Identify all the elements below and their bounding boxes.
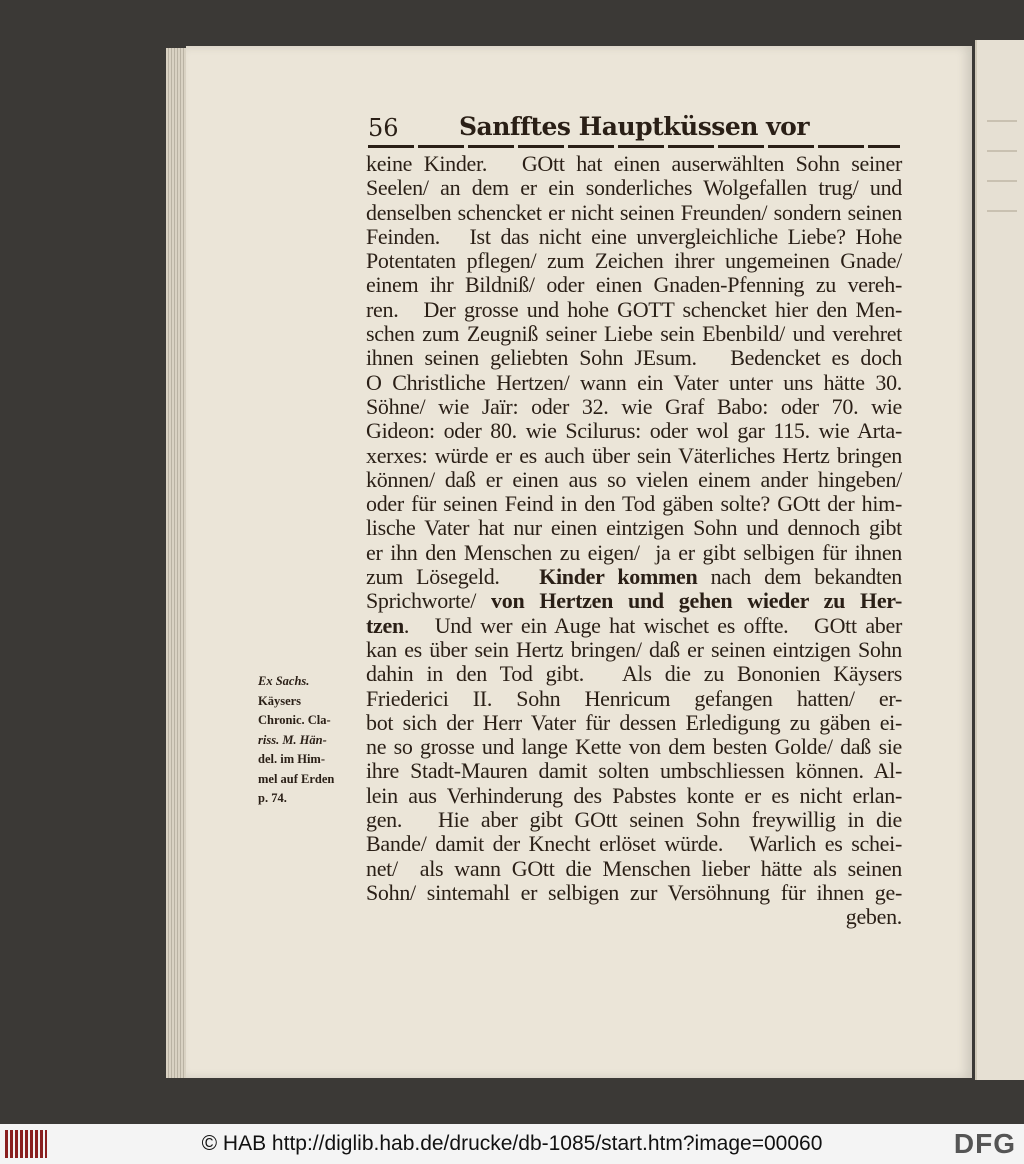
text-line <box>366 687 902 711</box>
text-line <box>366 881 902 905</box>
text-line <box>366 176 902 200</box>
text-segment: lein aus Verhinderung des Pabstes konte er es nicht erlan- <box>366 782 902 808</box>
text-segment: Seelen/ an dem er ein sonderliches Wolgefallen trug/ und <box>366 175 902 201</box>
text-line <box>366 371 902 395</box>
text-line <box>366 201 902 225</box>
page-edges <box>166 48 188 1078</box>
text-line <box>366 152 902 176</box>
margin-note-line: riss. M. Hän- <box>258 732 327 747</box>
text-segment: lische Vater hat nur einen eintzigen Sohn und dennoch gibt <box>366 515 902 541</box>
text-segment: ren. Der grosse und hohe GOTT schencket hier den Men- <box>366 296 902 322</box>
text-line <box>366 638 902 662</box>
text-line <box>366 298 902 322</box>
text-line <box>366 492 902 516</box>
text-line <box>366 759 902 783</box>
text-line <box>366 832 902 856</box>
text-line <box>366 273 902 297</box>
facing-page-edge <box>975 40 1024 1080</box>
text-segment: kan es über sein Hertz bringen/ daß er seinen eintzigen Sohn <box>366 636 902 662</box>
page-number: 56 <box>368 114 399 142</box>
margin-note <box>258 672 368 809</box>
text-line <box>366 662 902 686</box>
margin-note-line: Chronic. Cla- <box>258 713 331 727</box>
text-line <box>366 322 902 346</box>
text-line <box>366 589 902 613</box>
text-segment: Gideon: oder 80. wie Scilurus: oder wol gar 115. wie Arta- <box>366 418 902 444</box>
footer-copyright-link[interactable]: © HAB http://diglib.hab.de/drucke/db-1085/start.htm?image=00060 <box>201 1132 823 1155</box>
text-segment: Potentaten pflegen/ zum Zeichen ihrer ungemeinen Gnade/ <box>366 248 902 274</box>
text-segment: Sprichworte/ <box>366 588 492 614</box>
text-segment: ne so grosse und lange Kette von dem besten Golde/ daß sie <box>366 734 902 760</box>
margin-note-line: p. 74. <box>258 791 287 805</box>
text-segment: keine Kinder. GOtt hat einen auserwählten Sohn seiner <box>366 151 902 176</box>
margin-note-line: mel auf Erden <box>258 771 335 786</box>
text-segment: bot sich der Herr Vater für dessen Erledigung zu gäben ei- <box>366 709 902 735</box>
text-line <box>366 225 902 249</box>
dfg-logo: DFG <box>953 1128 1016 1159</box>
text-line <box>366 711 902 735</box>
text-line <box>366 395 902 419</box>
margin-note-line: Ex Sachs. <box>258 674 310 688</box>
text-segment: net/ als wann GOtt die Menschen lieber hätte als seinen <box>366 855 902 881</box>
body-text <box>366 152 902 930</box>
header-rule <box>368 145 900 148</box>
text-segment: ihre Stadt-Mauren damit solten umbschliessen können. Al- <box>366 758 902 784</box>
text-segment: können/ daß er einen aus so vielen einem ander hingeben/ <box>366 466 902 492</box>
text-segment: O Christliche Hertzen/ wann ein Vater unter uns hätte 30. <box>366 369 902 395</box>
text-line <box>366 565 902 589</box>
running-head <box>368 112 900 142</box>
text-line <box>366 905 902 929</box>
text-segment: . Und wer ein Auge hat wischet es offte. GOtt aber <box>403 612 902 638</box>
text-segment: xerxes: würde er es auch über sein Väterliches Hertz bringen <box>366 442 902 468</box>
text-segment: denselben schencket er nicht seinen Freunden/ sondern seinen <box>366 199 902 225</box>
text-line <box>366 808 902 832</box>
footer-bar <box>0 1124 1024 1164</box>
emphasized-text: von Hertzen und gehen wieder zu Her- <box>491 588 902 614</box>
text-line <box>366 857 902 881</box>
text-segment: Sohn/ sintemahl er selbigen zur Versöhnung für ihnen ge- <box>366 879 902 905</box>
text-segment: schen zum Zeugniß seiner Liebe sein Ebenbild/ und verehret <box>366 321 902 347</box>
emphasized-text: tzen <box>366 612 404 638</box>
running-title: Sanfftes Hauptküssen vor <box>459 112 809 141</box>
text-line <box>366 516 902 540</box>
text-segment: dahin in den Tod gibt. Als die zu Bononien Käysers <box>366 661 902 687</box>
text-line <box>366 444 902 468</box>
text-line <box>366 735 902 759</box>
emphasized-text: Kinder kommen <box>539 564 698 590</box>
margin-note-line: del. im Him- <box>258 752 326 766</box>
text-segment: zum Lösegeld. <box>366 564 540 590</box>
text-segment: oder für seinen Feind in den Tod gäben solte? GOtt der him- <box>366 491 902 517</box>
text-line <box>366 249 902 273</box>
text-segment: gen. Hie aber gibt GOtt seinen Sohn freywillig in die <box>366 807 902 833</box>
text-line <box>366 419 902 443</box>
text-segment: Bande/ damit der Knecht erlöset würde. Warlich es schei- <box>366 831 902 857</box>
text-line <box>366 784 902 808</box>
text-segment: Söhne/ wie Jaïr: oder 32. wie Graf Babo: oder 70. wie <box>366 393 902 419</box>
text-segment: einem ihr Bildniß/ oder einen Gnaden-Pfenning zu vereh- <box>366 272 902 298</box>
text-line <box>366 346 902 370</box>
text-segment: ihnen seinen geliebten Sohn JEsum. Bedencket es doch <box>366 345 902 371</box>
text-line <box>366 614 902 638</box>
margin-note-line: Käysers <box>258 693 302 708</box>
text-segment: nach dem bekandten <box>697 564 902 590</box>
text-line <box>366 468 902 492</box>
text-line <box>366 541 902 565</box>
text-segment: Feinden. Ist das nicht eine unvergleichliche Liebe? Hohe <box>366 223 902 249</box>
text-segment: geben. <box>845 904 902 930</box>
text-segment: Friederici II. Sohn Henricum gefangen hatten/ er- <box>366 685 902 711</box>
text-segment: er ihn den Menschen zu eigen/ ja er gibt selbigen für ihnen <box>366 539 902 565</box>
